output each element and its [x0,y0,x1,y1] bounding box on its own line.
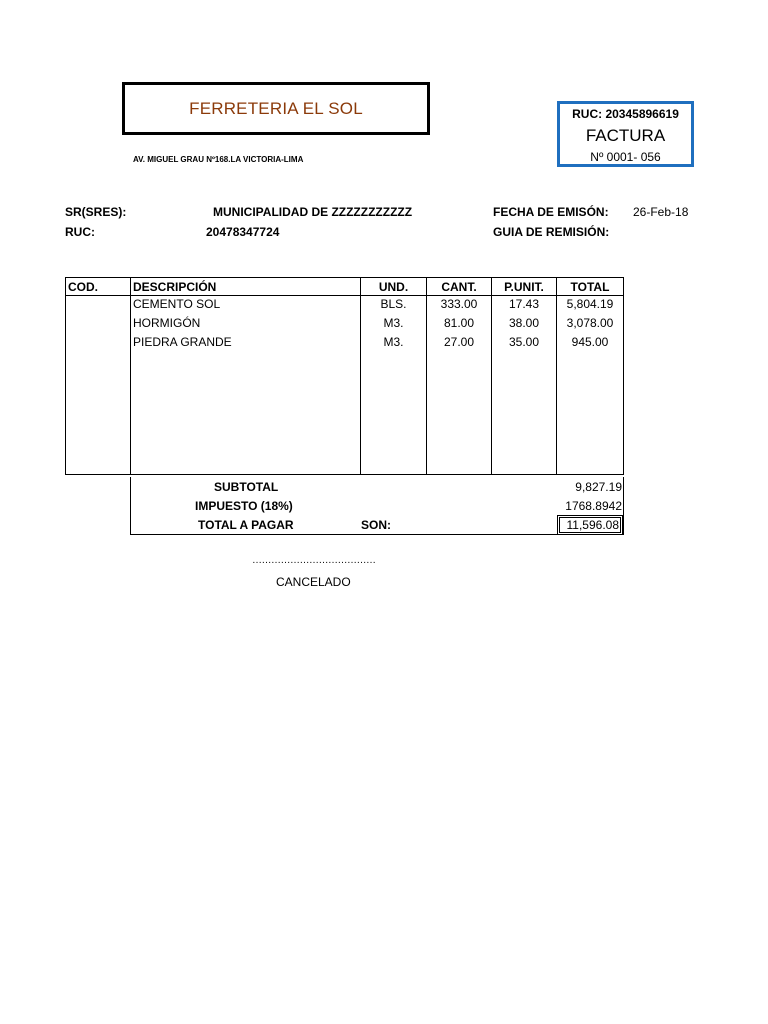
impuesto-label: IMPUESTO (18%) [195,499,293,513]
client-ruc-value: 20478347724 [206,225,280,239]
cell-total: 5,804.19 [557,296,624,316]
invoice-ruc: RUC: 20345896619 [572,107,679,121]
empty-cell [557,353,624,475]
empty-cell [66,353,131,475]
guia-remision-label: GUIA DE REMISIÓN: [493,225,610,239]
total-a-pagar-label: TOTAL A PAGAR [198,518,294,532]
cell-total: 3,078.00 [557,315,624,334]
invoice-id-box [557,101,694,167]
cell-und: BLS. [361,296,427,316]
cell-und: M3. [361,315,427,334]
cell-cant: 81.00 [427,315,492,334]
cell-punit: 38.00 [492,315,557,334]
client-sr-value: MUNICIPALIDAD DE ZZZZZZZZZZZ [213,205,413,219]
cell-cod [66,334,131,353]
client-sr-label: SR(SRES): [65,205,127,219]
son-label: SON: [361,518,391,532]
items-table [65,277,624,475]
total-a-pagar-value: 11,596.08 [557,515,623,535]
invoice-number: Nº 0001- 056 [590,150,661,164]
signature-line: ………………………………… [252,555,376,566]
cell-und: M3. [361,334,427,353]
cell-cod [66,296,131,316]
table-empty-area [66,353,624,475]
company-address: AV. MIGUEL GRAU Nº168.LA VICTORIA-LIMA [133,155,304,164]
subtotal-value: 9,827.19 [575,480,622,494]
company-name: FERRETERIA EL SOL [189,98,363,118]
cell-punit: 35.00 [492,334,557,353]
cell-descripcion: PIEDRA GRANDE [131,334,361,353]
fecha-emision-label: FECHA DE EMISÓN: [493,205,609,219]
col-header-total: TOTAL [557,278,624,296]
client-ruc-label: RUC: [65,225,95,239]
cell-cant: 333.00 [427,296,492,316]
col-header-und: UND. [361,278,427,296]
cell-descripcion: HORMIGÓN [131,315,361,334]
cancelado-label: CANCELADO [276,575,351,589]
table-row [66,334,624,353]
col-header-cod: COD. [66,278,131,296]
empty-cell [427,353,492,475]
cell-cant: 27.00 [427,334,492,353]
impuesto-value: 1768.8942 [565,499,622,513]
col-header-punit: P.UNIT. [492,278,557,296]
cell-total: 945.00 [557,334,624,353]
cell-punit: 17.43 [492,296,557,316]
col-header-cant: CANT. [427,278,492,296]
company-header-box [122,82,430,135]
subtotal-label: SUBTOTAL [214,480,279,494]
empty-cell [361,353,427,475]
empty-cell [131,353,361,475]
empty-cell [492,353,557,475]
table-header-row [66,278,624,296]
cell-descripcion: CEMENTO SOL [131,296,361,316]
cell-cod [66,315,131,334]
col-header-descripcion: DESCRIPCIÓN [131,278,361,296]
table-row [66,296,624,316]
fecha-emision-value: 26-Feb-18 [633,205,689,219]
table-row [66,315,624,334]
invoice-type: FACTURA [585,126,666,145]
